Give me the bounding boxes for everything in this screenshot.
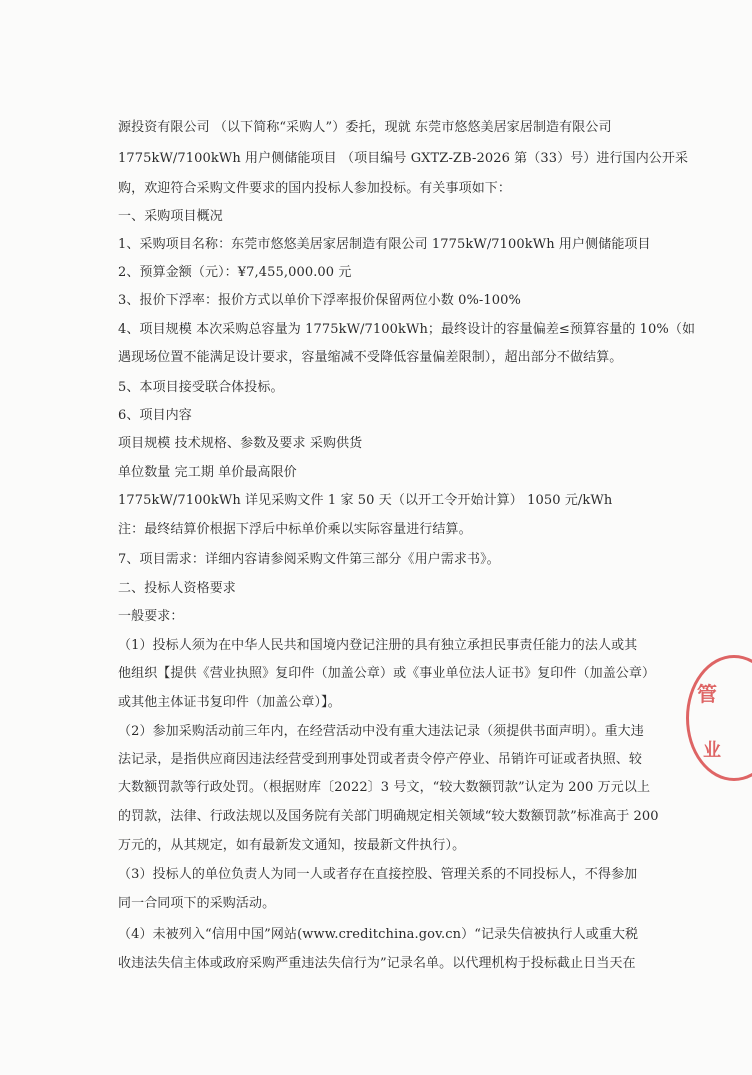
text-line: 2、预算金额（元）：¥7,455,000.00 元 (118, 265, 352, 280)
text-line: 他组织【提供《营业执照》复印件（加盖公章）或《事业单位法人证书》复印件（加盖公章） (118, 666, 656, 681)
section-heading: 一、采购项目概况 (118, 209, 223, 224)
text-line: 4、项目规模 本次采购总容量为 1775kW/7100kWh；最终设计的容量偏差≤预算容量的 10%（如 (118, 322, 696, 337)
section-heading: 二、投标人资格要求 (118, 581, 236, 596)
text-line: 1775kW/7100kWh 用户侧储能项目 （项目编号 GXTZ-ZB-2026 第（33）号）进行国内公开采 (118, 151, 689, 166)
text-line: 或其他主体证书复印件（加盖公章）】。 (118, 695, 341, 710)
text-line: 3、报价下浮率：报价方式以单价下浮率报价保留两位小数 0%-100% (118, 293, 521, 308)
company-seal-stamp (686, 655, 752, 781)
text-line: 法记录，是指供应商因违法经营受到刑事处罚或者责令停产停业、吊销许可证或者执照、较 (118, 752, 643, 767)
text-line: （4）未被列入“信用中国”网站(www.creditchina.gov.cn）“记录失信被执行人或重大税 (118, 927, 639, 942)
text-line: 单位数量 完工期 单价最高限价 (118, 465, 297, 480)
text-line: 的罚款，法律、行政法规以及国务院有关部门明确规定相关领域“较大数额罚款”标准高于 200 (118, 809, 659, 824)
text-line: （1）投标人须为在中华人民共和国境内登记注册的具有独立承担民事责任能力的法人或其 (118, 638, 638, 653)
seal-char: 管 (697, 682, 717, 706)
text-line: 5、本项目接受联合体投标。 (118, 380, 284, 395)
text-line: 1775kW/7100kWh 详见采购文件 1 家 50 天（以开工令开始计算） 1050 元/kWh (118, 493, 613, 508)
text-line: 万元的，从其规定，如有最新发文通知，按最新文件执行）。 (118, 838, 466, 853)
text-line: 购，欢迎符合采购文件要求的国内投标人参加投标。有关事项如下： (118, 181, 512, 196)
text-line: 遇现场位置不能满足设计要求，容量缩减不受降低容量偏差限制），超出部分不做结算。 (118, 350, 623, 365)
text-line: 大数额罚款等行政处罚。（根据财库〔2022〕3 号文，“较大数额罚款”认定为 200 万元以上 (118, 780, 651, 795)
text-line: （3）投标人的单位负责人为同一人或者存在直接控股、管理关系的不同投标人，不得参加 (118, 867, 638, 882)
text-line: 项目规模 技术规格、参数及要求 采购供货 (118, 436, 363, 451)
text-line: 1、采购项目名称：东莞市悠悠美居家居制造有限公司 1775kW/7100kWh 用户侧储能项目 (118, 237, 651, 252)
text-line: 源投资有限公司 （以下简称“采购人”）委托，现就 东莞市悠悠美居家居制造有限公司 (118, 120, 612, 135)
text-line: 7、项目需求：详细内容请参阅采购文件第三部分《用户需求书》。 (118, 552, 500, 567)
text-line: 同一合同项下的采购活动。 (118, 896, 276, 911)
text-line: 一般要求： (118, 609, 184, 624)
text-line: 收违法失信主体或政府采购严重违法失信行为”记录名单。以代理机构于投标截止日当天在 (118, 956, 636, 971)
seal-char: 业 (703, 740, 721, 761)
text-line: 注：最终结算价根据下浮后中标单价乘以实际容量进行结算。 (118, 522, 472, 537)
text-line: 6、项目内容 (118, 408, 192, 423)
text-line: （2）参加采购活动前三年内，在经营活动中没有重大违法记录（须提供书面声明）。重大违 (118, 724, 644, 739)
